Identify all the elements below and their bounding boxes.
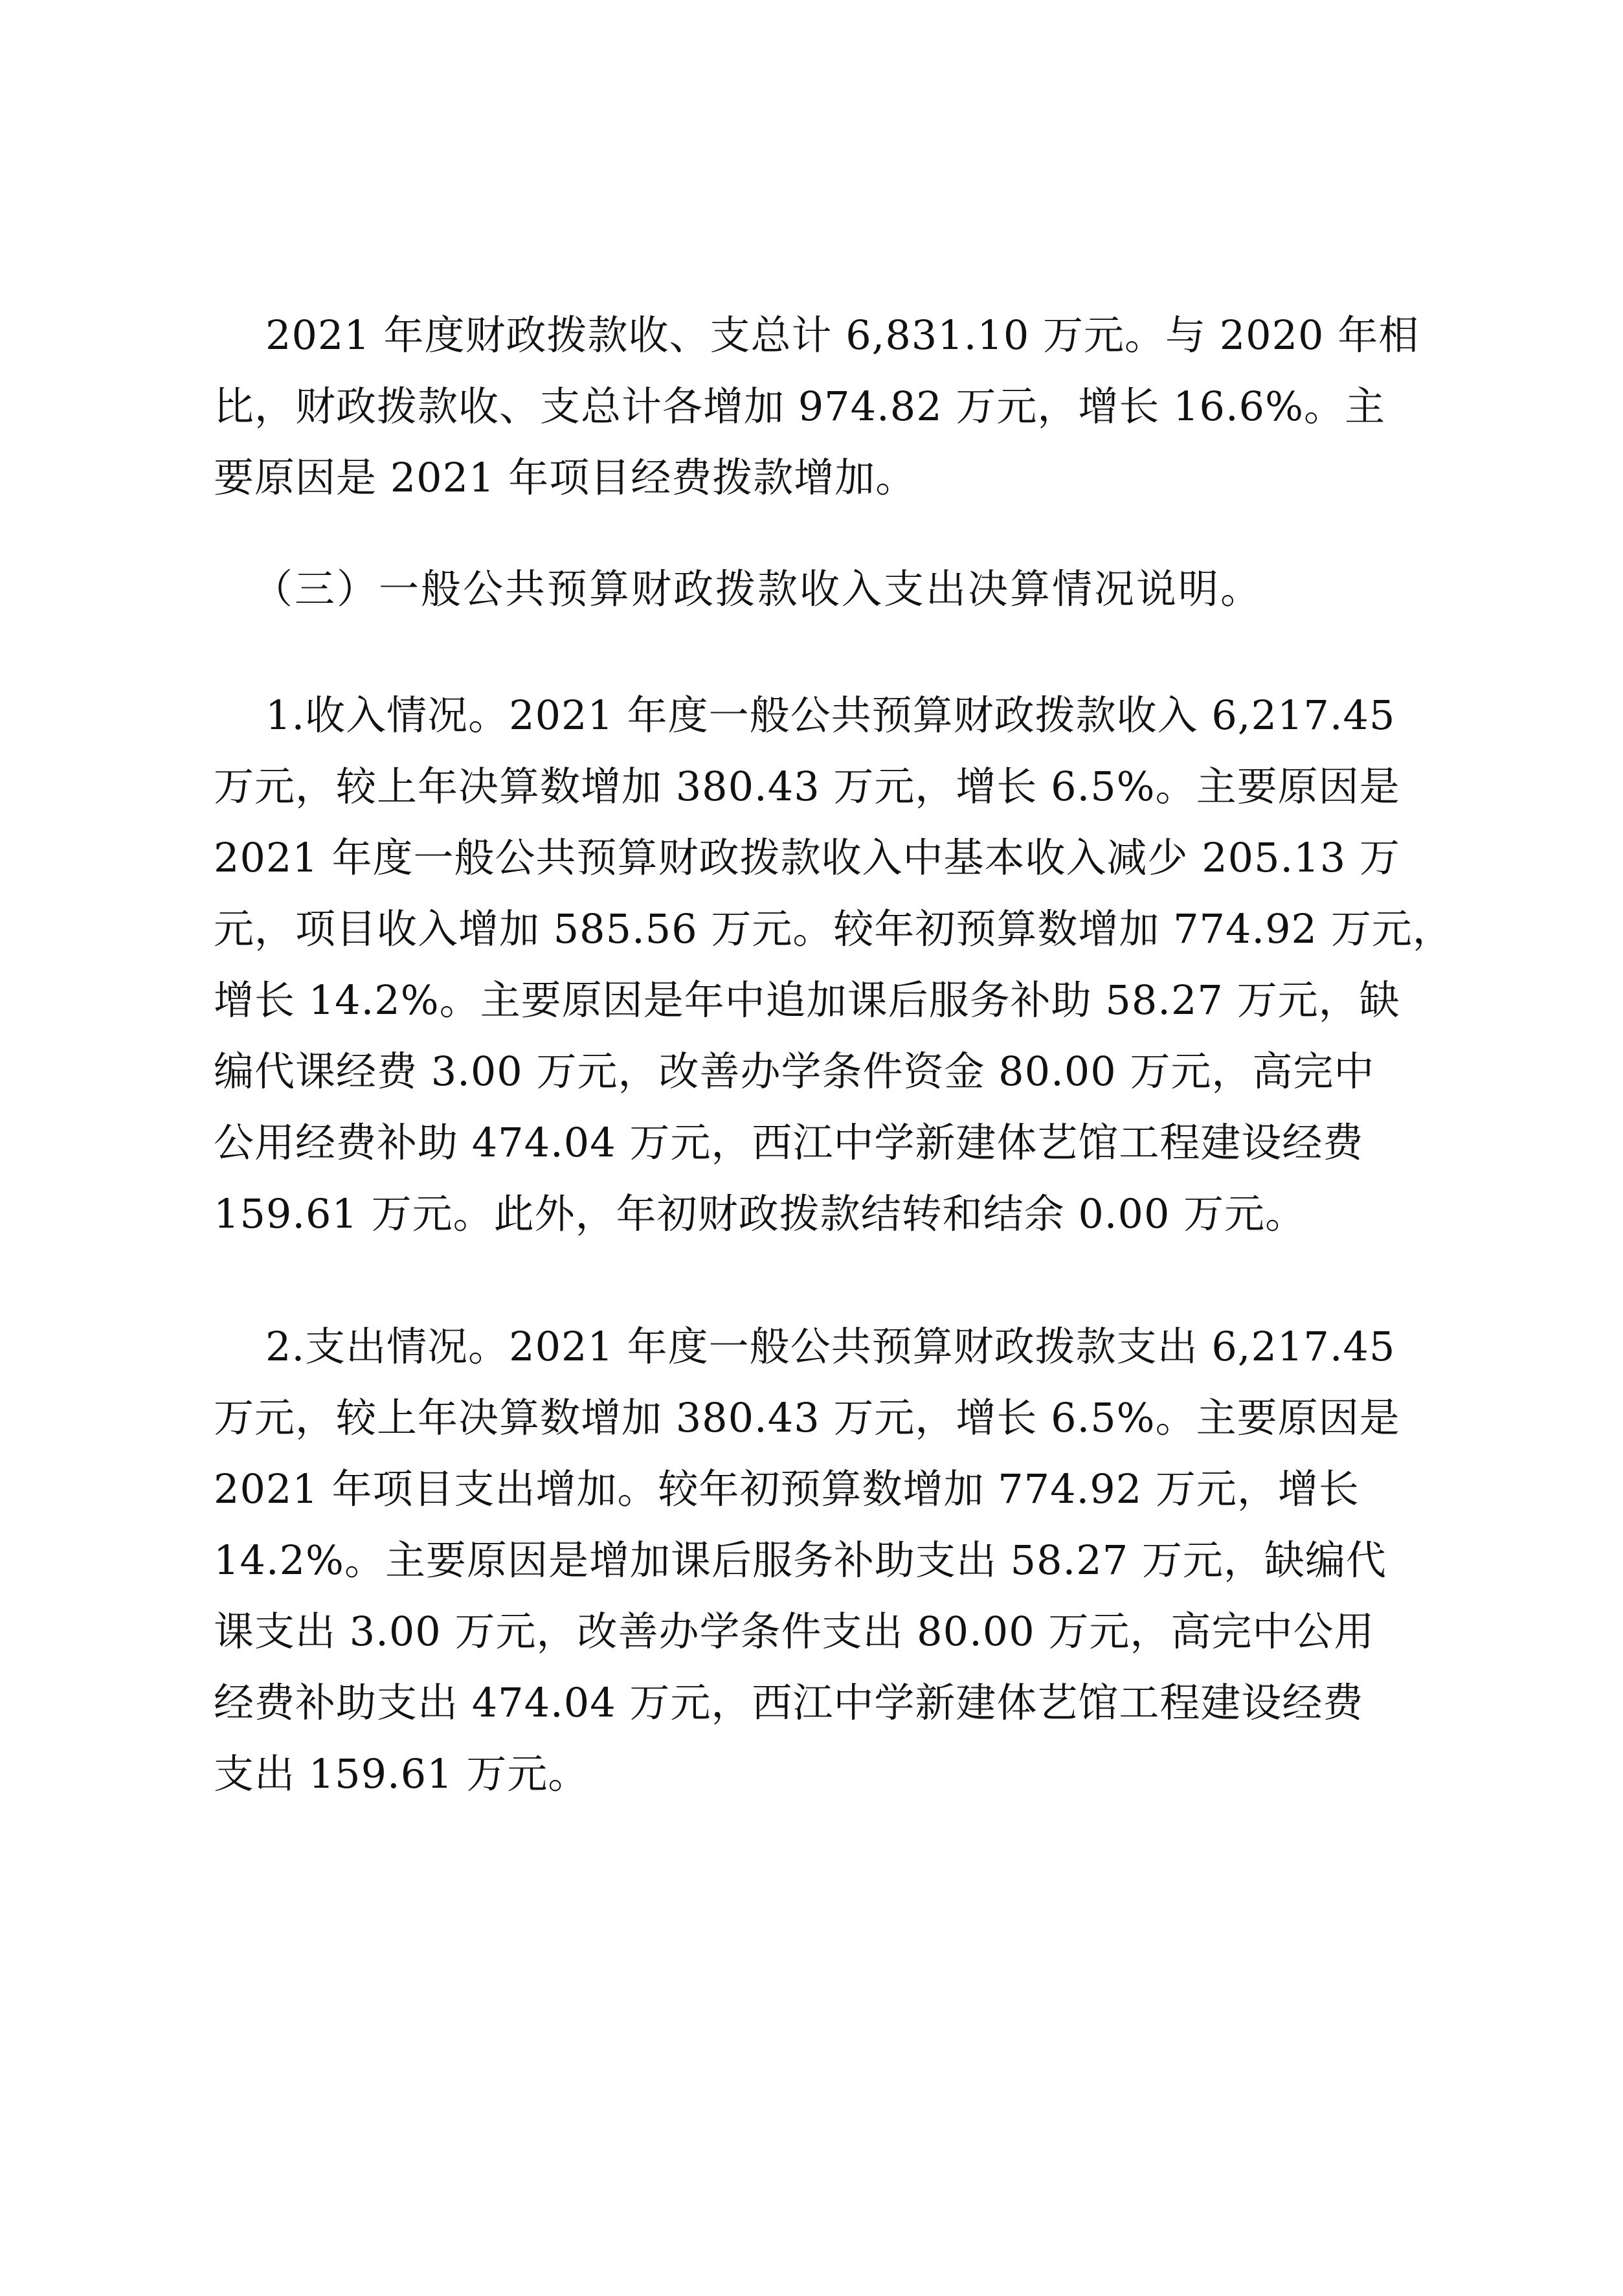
- text-line: 2.支出情况。2021 年度一般公共预算财政拨款支出 6,217.45: [265, 1323, 1396, 1370]
- text-line: 2021 年项目支出增加。较年初预算数增加 774.92 万元，增长: [214, 1465, 1360, 1513]
- text-line: 支出 159.61 万元。: [214, 1750, 589, 1797]
- text-line: 万元，较上年决算数增加 380.43 万元，增长 6.5%。主要原因是: [214, 1394, 1400, 1441]
- text-line: 2021 年度财政拨款收、支总计 6,831.10 万元。与 2020 年相: [265, 311, 1420, 359]
- text-line: 要原因是 2021 年项目经费拨款增加。: [214, 454, 917, 501]
- section-heading: （三）一般公共预算财政拨款收入支出决算情况说明。: [252, 565, 1263, 613]
- text-line: 课支出 3.00 万元，改善办学条件支出 80.00 万元，高完中公用: [214, 1608, 1375, 1655]
- text-line: 159.61 万元。此外，年初财政拨款结转和结余 0.00 万元。: [214, 1190, 1306, 1237]
- text-line: 元，项目收入增加 585.56 万元。较年初预算数增加 774.92 万元，: [214, 905, 1453, 952]
- text-line: 公用经费补助 474.04 万元，西江中学新建体艺馆工程建设经费: [214, 1119, 1364, 1166]
- text-line: 1.收入情况。2021 年度一般公共预算财政拨款收入 6,217.45: [265, 692, 1396, 739]
- text-line: 比，财政拨款收、支总计各增加 974.82 万元，增长 16.6%。主: [214, 383, 1386, 430]
- text-line: 14.2%。主要原因是增加课后服务补助支出 58.27 万元，缺编代: [214, 1536, 1387, 1584]
- text-line: 经费补助支出 474.04 万元，西江中学新建体艺馆工程建设经费: [214, 1679, 1364, 1726]
- text-line: 编代课经费 3.00 万元，改善办学条件资金 80.00 万元，高完中: [214, 1048, 1375, 1095]
- text-line: 2021 年度一般公共预算财政拨款收入中基本收入减少 205.13 万: [214, 834, 1400, 881]
- text-line: 增长 14.2%。主要原因是年中追加课后服务补助 58.27 万元，缺: [214, 976, 1400, 1024]
- text-line: 万元，较上年决算数增加 380.43 万元，增长 6.5%。主要原因是: [214, 763, 1400, 810]
